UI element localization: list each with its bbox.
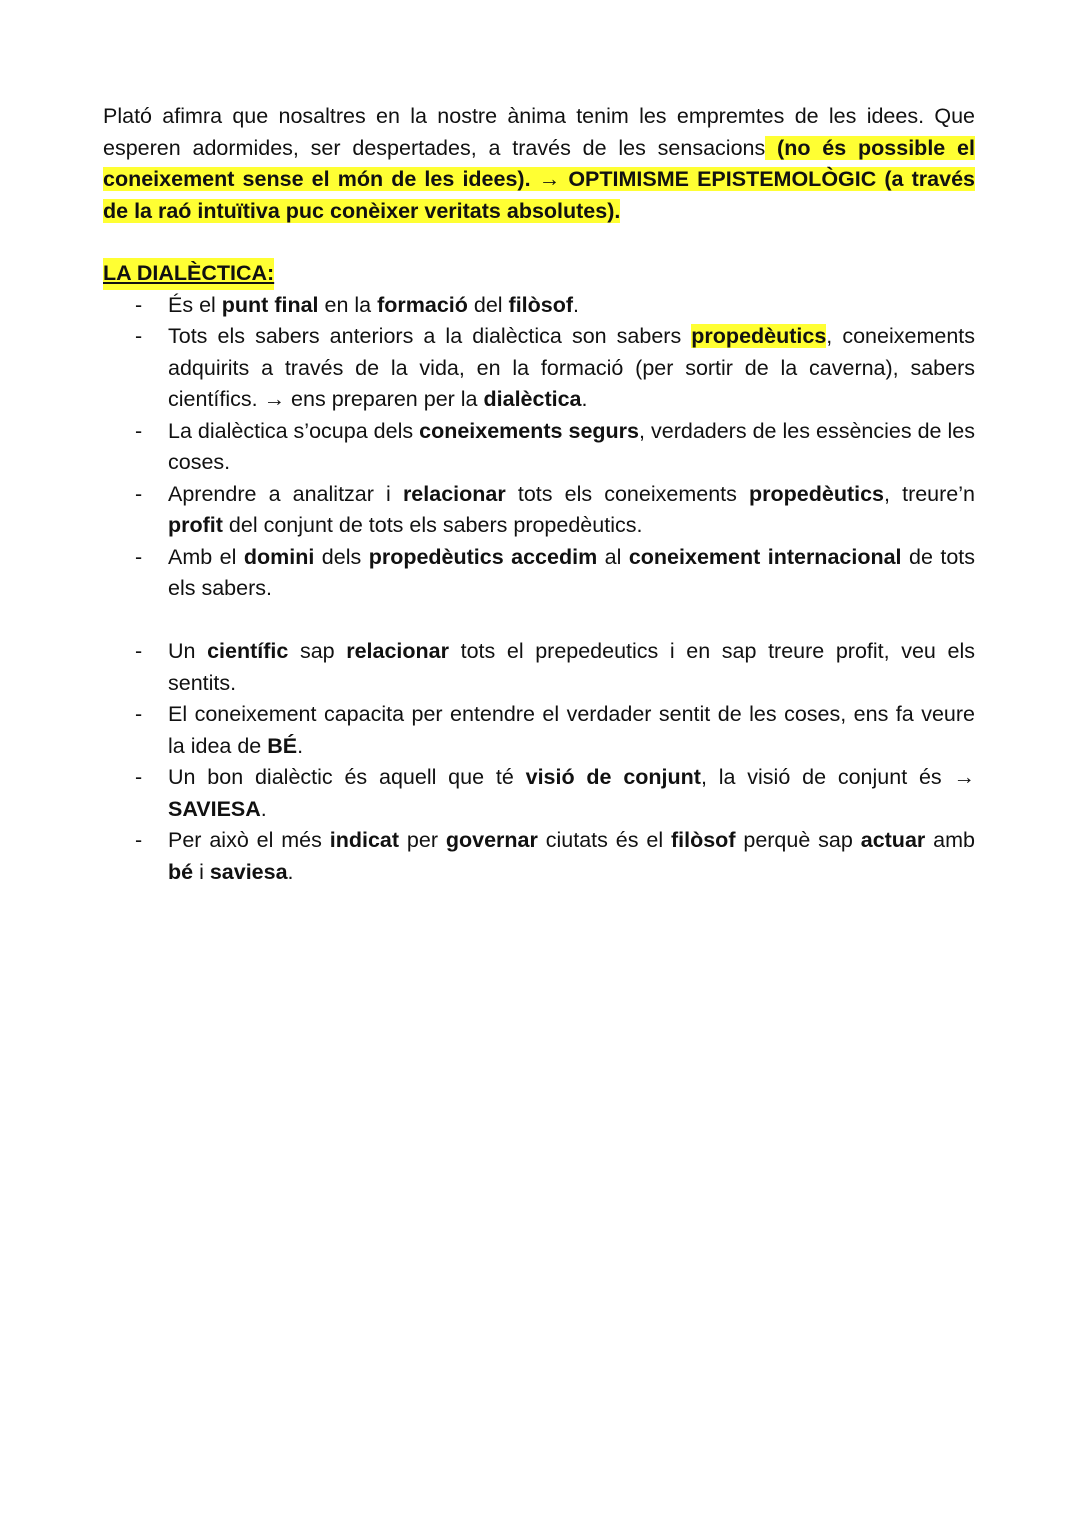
bold-term: filòsof (508, 292, 574, 317)
dash-bullet-icon: - (135, 828, 143, 852)
item-text: . (297, 733, 304, 758)
list-item (103, 321, 975, 416)
item-text: , treure’n (884, 481, 975, 506)
dash-bullet-icon: - (135, 418, 143, 443)
item-text: tots el prepedeutics i en sap treure profit, veu els sentits. (168, 639, 975, 695)
dash-bullet-icon: - (135, 324, 143, 348)
bold-term: coneixement internacional (628, 544, 902, 569)
dash-bullet-icon: - (135, 639, 143, 663)
item-text: El coneixement capacita per entendre el verdader sentit de les coses, ens fa veure la idea de (168, 702, 975, 758)
bold-term: punt final (221, 292, 319, 317)
bold-term: propedèutics accedim (368, 544, 598, 569)
item-text: Un bon dialèctic és aquell que té (168, 765, 526, 789)
bold-term: propedèutics (749, 481, 884, 506)
item-text: dels (314, 544, 369, 569)
list-item (103, 636, 975, 699)
intro-highlighted-text: (no és possible el coneixement sense el món de les idees). → OPTIMISME EPISTEMOLÒGIC (a través de la raó intuïtiva puc conèixer veritats absolutes). (103, 135, 975, 223)
bold-term: governar (445, 828, 538, 852)
bold-term: actuar (860, 828, 926, 852)
item-text: La dialèctica s’ocupa dels (168, 418, 420, 443)
item-text: ciutats és el (537, 828, 671, 852)
item-text: . (260, 796, 267, 821)
list-item (103, 699, 975, 762)
item-text: És el (168, 292, 222, 317)
bold-term: relacionar (346, 639, 449, 663)
item-text: i (193, 859, 210, 884)
list-item (103, 479, 975, 542)
bold-term: dialèctica (483, 387, 582, 411)
list-item (103, 416, 975, 479)
item-text: tots els coneixements (505, 481, 749, 506)
list-item (103, 825, 975, 888)
bold-term: coneixements segurs (419, 418, 640, 443)
list-item (103, 290, 975, 322)
dash-bullet-icon: - (135, 481, 143, 506)
bold-term: visió de conjunt (525, 765, 701, 789)
item-text: al (597, 544, 629, 569)
item-text: Amb el (168, 544, 244, 569)
item-text: , coneixements adquirits a través de la vida, en la formació (per sortir de la caverna), sabers científics. → ens preparen per la (168, 324, 975, 411)
bold-term: profit (168, 513, 223, 537)
item-text: de tots els sabers. (168, 544, 976, 600)
dash-bullet-icon: - (135, 544, 143, 569)
intro-text: Plató afimra que nosaltres en la nostre ànima tenim les empremtes de les idees. Que esperen adormides, ser despertades, a través de les sensacions (103, 104, 975, 160)
item-text: Un (168, 639, 208, 663)
item-text: Tots els sabers anteriors a la dialèctica son sabers (168, 324, 692, 348)
item-text: sap (288, 639, 347, 663)
document-page (103, 101, 975, 888)
bold-term: científic (207, 639, 289, 663)
item-text: . (581, 387, 588, 411)
bold-term: formació (377, 292, 468, 317)
section-heading: LA DIALÈCTICA: (103, 258, 274, 290)
bold-term: propedèutics (691, 324, 827, 348)
dash-bullet-icon: - (135, 702, 143, 726)
item-text: Per això el més (168, 828, 330, 852)
dash-bullet-icon: - (135, 765, 143, 789)
item-text: , la visió de conjunt és → (700, 765, 975, 789)
bold-term: domini (243, 544, 315, 569)
dash-bullet-icon: - (135, 292, 143, 317)
bold-term: indicat (329, 828, 400, 852)
list-item (103, 542, 975, 605)
bold-term: filòsof (670, 828, 736, 852)
item-text: en la (318, 292, 378, 317)
item-text: . (287, 859, 294, 884)
bold-term: saviesa (209, 859, 288, 884)
bullet-list (103, 290, 975, 889)
item-text: . (573, 292, 580, 317)
item-text: , verdaders de les essències de les coses. (168, 418, 975, 474)
item-text: del conjunt de tots els sabers propedèutics. (222, 513, 643, 537)
item-text: Aprendre a analitzar i (168, 481, 403, 506)
bold-term: BÉ (267, 733, 298, 758)
bold-term: relacionar (402, 481, 506, 506)
list-spacer (103, 605, 975, 637)
list-item (103, 762, 975, 825)
intro-paragraph (103, 101, 975, 227)
item-text: del (467, 292, 509, 317)
bold-term: SAVIESA (168, 796, 261, 821)
item-text: perquè sap (735, 828, 861, 852)
bold-term: bé (168, 859, 194, 884)
item-text: per (399, 828, 446, 852)
item-text: amb (925, 828, 975, 852)
